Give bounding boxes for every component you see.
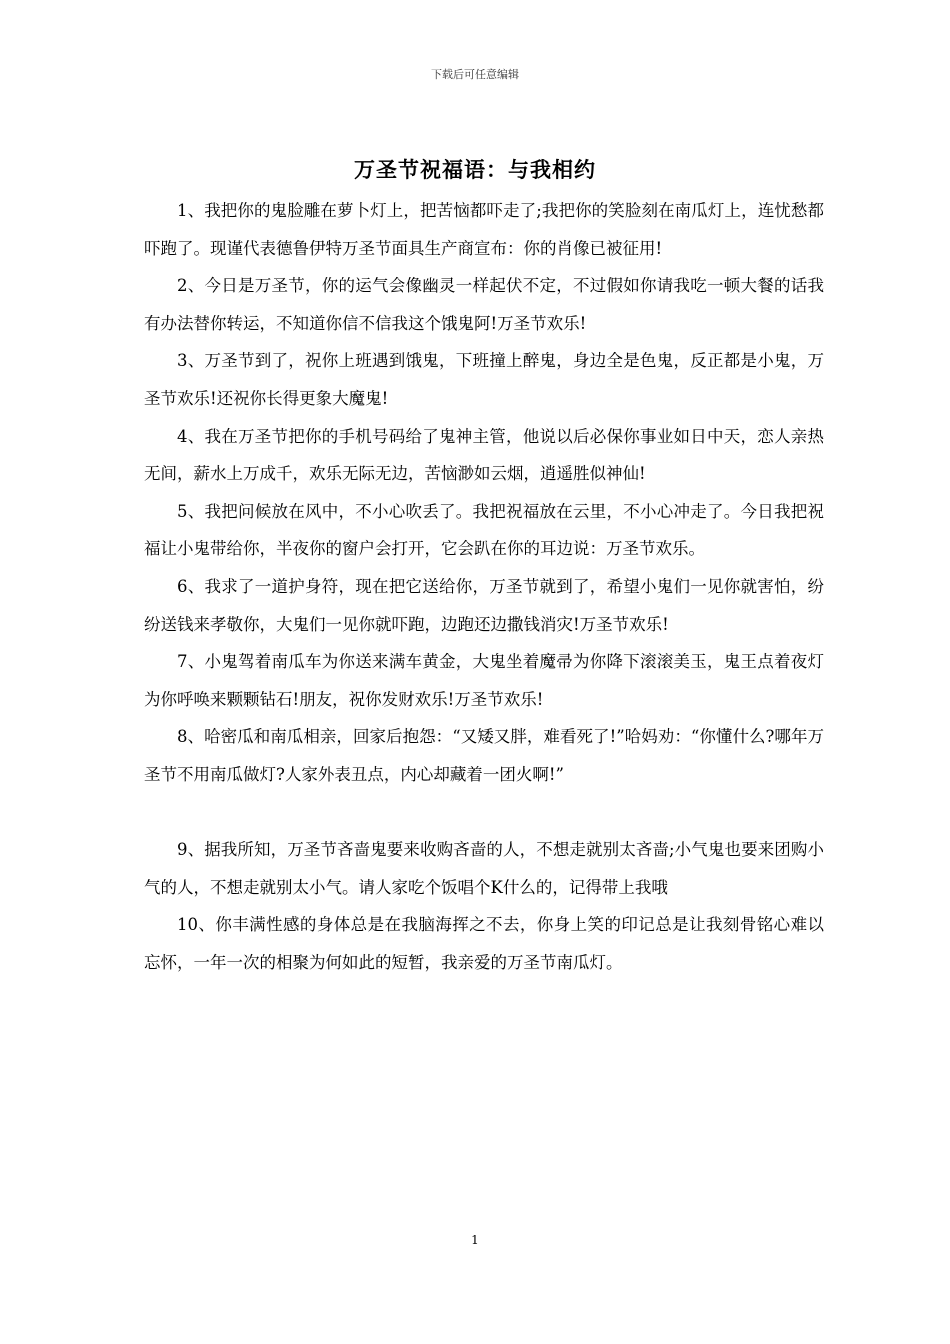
document-body [144, 192, 824, 981]
paragraph-4: 4、我在万圣节把你的手机号码给了鬼神主管，他说以后必保你事业如日中天，恋人亲热无间，薪水上万成千，欢乐无际无边，苦恼渺如云烟，逍遥胜似神仙! [144, 426, 824, 484]
paragraph-2: 2、今日是万圣节，你的运气会像幽灵一样起伏不定，不过假如你请我吃一顿大餐的话我有办法替你转运，不知道你信不信我这个饿鬼阿!万圣节欢乐! [144, 276, 824, 333]
paragraph-8: 8、哈密瓜和南瓜相亲，回家后抱怨：“又矮又胖，难看死了!”哈妈劝：“你懂什么?哪年万圣节不用南瓜做灯?人家外表丑点，内心却藏着一团火啊!” [144, 727, 824, 784]
paragraph-7: 7、小鬼驾着南瓜车为你送来满车黄金，大鬼坐着魔帚为你降下滚滚美玉，鬼王点着夜灯为你呼唤来颗颗钻石!朋友，祝你发财欢乐!万圣节欢乐! [144, 652, 824, 709]
paragraph-5: 5、我把问候放在风中，不小心吹丢了。我把祝福放在云里，不小心冲走了。今日我把祝福让小鬼带给你，半夜你的窗户会打开，它会趴在你的耳边说：万圣节欢乐。 [144, 501, 824, 559]
page-number: 1 [471, 1233, 479, 1247]
paragraph-9: 9、据我所知，万圣节吝啬鬼要来收购吝啬的人，不想走就别太吝啬;小气鬼也要来团购小气的人，不想走就别太小气。请人家吃个饭唱个K什么的，记得带上我哦 [144, 840, 824, 897]
paragraph-6: 6、我求了一道护身符，现在把它送给你，万圣节就到了，希望小鬼们一见你就害怕，纷纷送钱来孝敬你，大鬼们一见你就吓跑，边跑还边撒钱消灾!万圣节欢乐! [144, 576, 824, 634]
paragraph-3: 3、万圣节到了，祝你上班遇到饿鬼，下班撞上醉鬼，身边全是色鬼，反正都是小鬼，万圣节欢乐!还祝你长得更象大魔鬼! [144, 351, 824, 408]
paragraph-1: 1、我把你的鬼脸雕在萝卜灯上，把苦恼都吓走了;我把你的笑脸刻在南瓜灯上，连忧愁都吓跑了。现谨代表德鲁伊特万圣节面具生产商宣布：你的肖像已被征用! [144, 201, 824, 258]
document-title: 万圣节祝福语：与我相约 [354, 157, 596, 182]
page-header: 下载后可任意编辑 [431, 68, 519, 81]
blank-line [144, 794, 824, 832]
paragraph-10: 10、你丰满性感的身体总是在我脑海挥之不去，你身上笑的印记总是让我刻骨铭心难以忘怀，一年一次的相聚为何如此的短暂，我亲爱的万圣节南瓜灯。 [144, 915, 824, 972]
